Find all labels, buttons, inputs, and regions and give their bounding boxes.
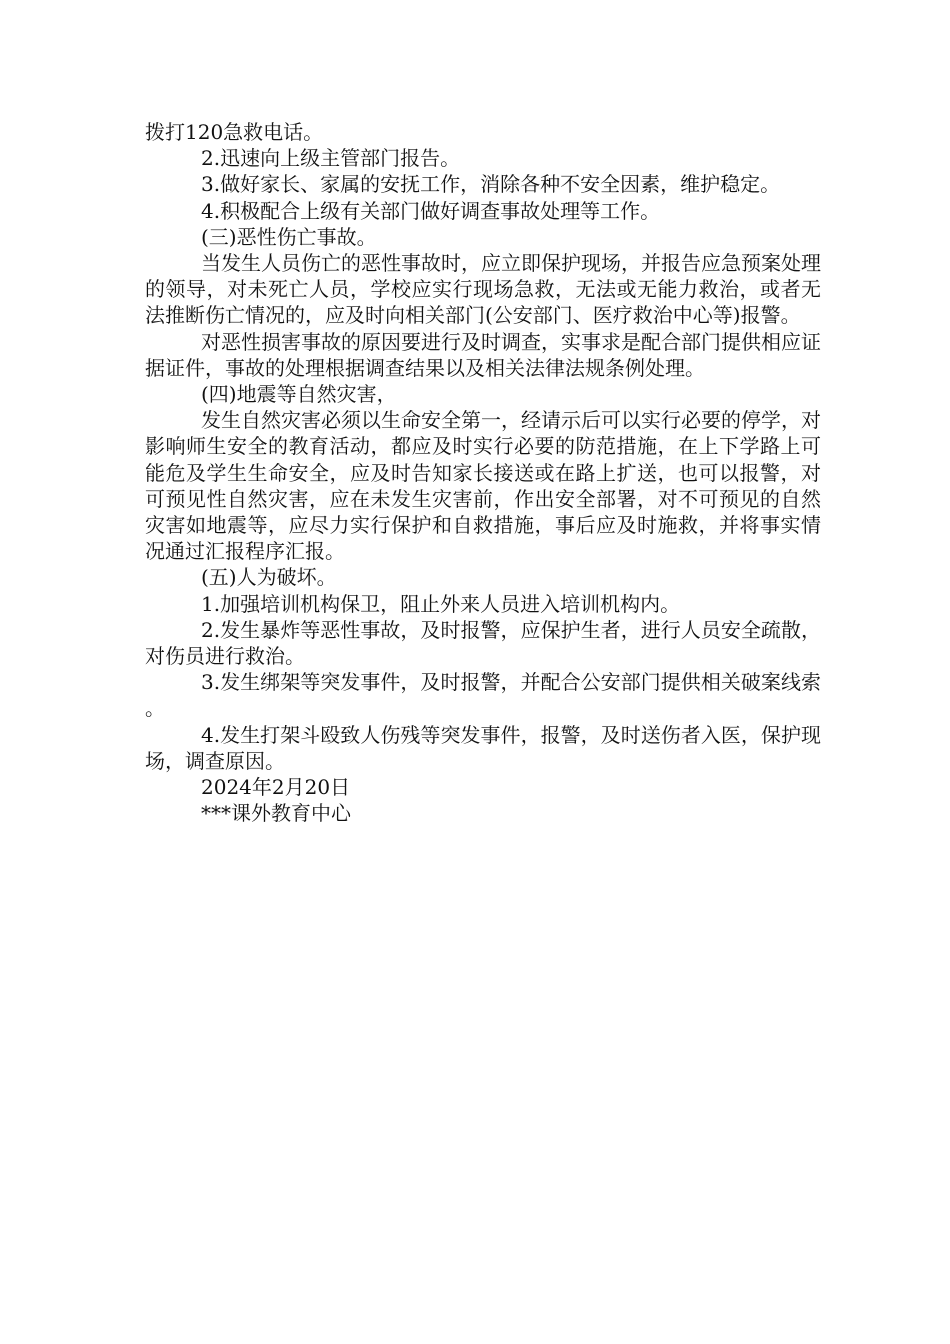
paragraph-natural-disaster: 发生自然灾害必须以生命安全第一，经请示后可以实行必要的停学，对影响师生安全的教育活动，都应及时实行必要的防范措施，在上下学路上可能危及学生生命安全，应及时告知家长接送或在路上扩送，也可以报警，对可预见性自然灾害，应在未发生灾害前，作出安全部署，对不可预见的自然灾害如地震等，应尽力实行保护和自救措施，事后应及时施救，并将事实情况通过汇报程序汇报。: [145, 408, 821, 564]
paragraph-item-2: 2.迅速向上级主管部门报告。: [201, 146, 461, 171]
section-heading-5: (五)人为破坏。: [201, 565, 337, 590]
document-body: [145, 119, 821, 826]
section-heading-3: (三)恶性伤亡事故。: [201, 224, 377, 249]
document-date: 2024年2月20日: [201, 775, 351, 800]
section-heading-4: (四)地震等自然灾害，: [201, 382, 397, 407]
paragraph-item-3: 3.做好家长、家属的安抚工作，消除各种不安全因素，维护稳定。: [201, 172, 781, 197]
paragraph-sabotage-item-1: 1.加强培训机构保卫，阻止外来人员进入培训机构内。: [201, 591, 681, 616]
paragraph-sabotage-item-3: 3.发生绑架等突发事件，及时报警，并配合公安部门提供相关破案线索。: [145, 670, 821, 721]
paragraph-investigation: 对恶性损害事故的原因要进行及时调查，实事求是配合部门提供相应证据证件，事故的处理根据调查结果以及相关法律法规条例处理。: [145, 329, 821, 380]
paragraph-sabotage-item-4: 4.发生打架斗殴致人伤残等突发事件，报警，及时送伤者入医，保护现场，调查原因。: [145, 722, 821, 773]
paragraph-continuation: 拨打120急救电话。: [145, 120, 324, 144]
paragraph-sabotage-item-2: 2.发生暴炸等恶性事故，及时报警，应保护生者，进行人员安全疏散，对伤员进行救治。: [145, 617, 821, 669]
document-signature: ***课外教育中心: [201, 801, 351, 826]
paragraph-fatal-accident: 当发生人员伤亡的恶性事故时，应立即保护现场，并报告应急预案处理的领导，对未死亡人员，学校应实行现场急救，无法或无能力救治，或者无法推断伤亡情况的，应及时向相关部门(公安部门、医疗救治中心等)报警。: [145, 251, 821, 328]
paragraph-item-4: 4.积极配合上级有关部门做好调查事故处理等工作。: [201, 198, 661, 223]
